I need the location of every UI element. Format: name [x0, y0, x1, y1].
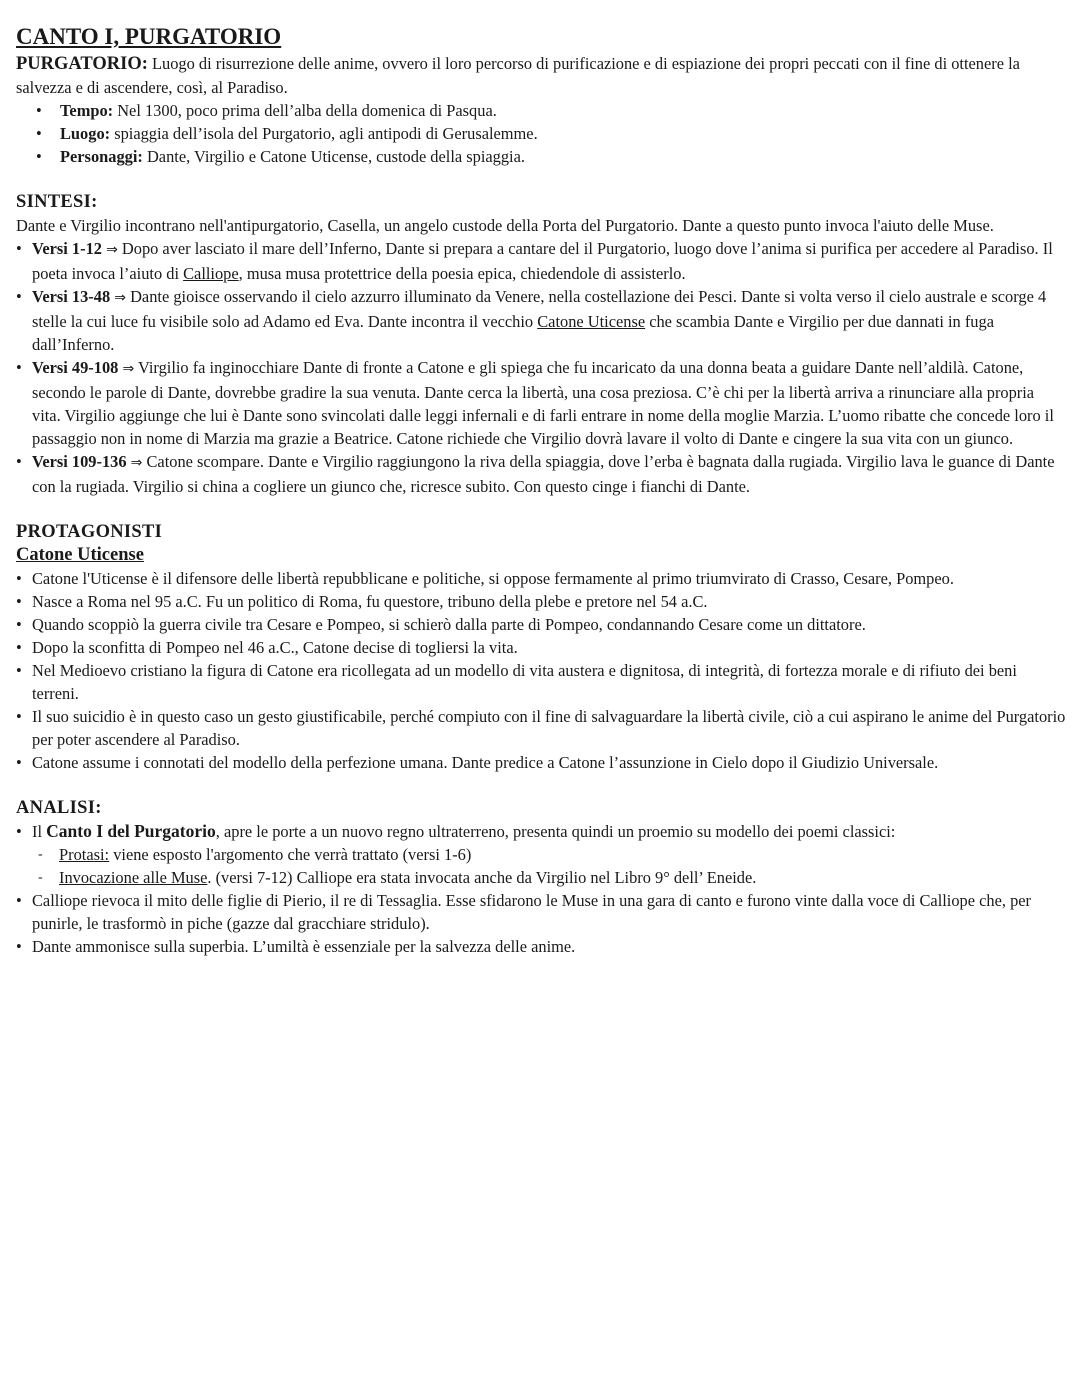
list-item	[16, 237, 1066, 285]
catone-link[interactable]: Catone Uticense	[537, 312, 646, 331]
item-text: Nel 1300, poco prima dell’alba della domenica di Pasqua.	[113, 101, 497, 120]
analisi-heading: ANALISI:	[16, 798, 102, 818]
list-item: • Nasce a Roma nel 95 a.C. Fu un politico di Roma, fu questore, tribuno della plebe e pretore nel 54 a.C.	[16, 590, 1066, 613]
page-title: CANTO I, PURGATORIO	[16, 24, 282, 49]
item-label: Tempo:	[60, 101, 114, 120]
list-item	[16, 122, 1066, 145]
list-item: • Dopo la sconfitta di Pompeo nel 46 a.C., Catone decise di togliersi la vita.	[16, 636, 1066, 659]
verse-label: Versi 1-12	[32, 239, 102, 258]
list-item	[16, 145, 1066, 168]
intro-term: PURGATORIO:	[16, 54, 148, 74]
list-item: • Calliope rievoca il mito delle figlie di Pierio, il re di Tessaglia. Esse sfidarono le Muse in una gara di canto e furono vinte dalla voce di Calliope che, per punirle, le trasformò in piche (gazze dal gracchiare stridulo).	[16, 889, 1066, 935]
intro-list	[16, 99, 1066, 168]
protasi-link[interactable]: Protasi:	[59, 845, 110, 864]
invocazione-link[interactable]: Invocazione alle Muse	[59, 868, 208, 887]
list-item	[16, 820, 1066, 889]
item-text: Dante gioisce osservando il cielo azzurro illuminato da Venere, nella costellazione dei Pesci. Dante si volta verso il cielo australe e scorge 4 stelle la cui luce fu visibile solo ad Adamo ed Eva. Dante incontra il vecchio	[32, 287, 1047, 331]
verse-label: Versi 13-48	[32, 287, 111, 306]
verse-label: Versi 109-136	[32, 452, 127, 471]
arrow-icon: ⇒	[130, 455, 143, 471]
item-text: viene esposto l'argomento che verrà trattato (versi 1-6)	[109, 845, 472, 864]
list-item	[16, 285, 1066, 356]
item-bold: Canto I del Purgatorio	[46, 821, 216, 841]
list-item	[16, 450, 1066, 498]
arrow-icon: ⇒	[122, 361, 135, 377]
list-item: • Catone l'Uticense è il difensore delle libertà repubblicane e politiche, si oppose fermamente al primo triumvirato di Crasso, Cesare, Pompeo.	[16, 567, 1066, 590]
calliope-link[interactable]: Calliope	[183, 264, 239, 283]
item-label: Personaggi:	[60, 147, 143, 166]
intro-text: Luogo di risurrezione delle anime, ovvero il loro percorso di purificazione e di espiazione dei propri peccati con il fine di ottenere la salvezza e di ascendere, così, al Paradiso.	[16, 54, 1020, 97]
item-text: Dopo aver lasciato il mare dell’Inferno, Dante si prepara a cantare del il Purgatorio, luogo dove l’anima si purifica per accedere al Paradiso. Il poeta invoca l’aiuto di	[32, 239, 1053, 283]
catone-subheading: Catone Uticense	[16, 545, 144, 565]
analisi-sublist	[16, 843, 1066, 889]
list-item: • Dante ammonisce sulla superbia. L’umiltà è essenziale per la salvezza delle anime.	[16, 935, 1066, 958]
arrow-icon: ⇒	[114, 290, 126, 306]
sintesi-list	[16, 237, 1066, 498]
document-page	[16, 22, 1066, 958]
item-text: , musa musa protettrice della poesia epica, chiedendole di assisterlo.	[238, 264, 686, 283]
protagonisti-list	[16, 567, 1066, 774]
analisi-list	[16, 820, 1066, 958]
sintesi-text: Dante e Virgilio incontrano nell'antipurgatorio, Casella, un angelo custode della Porta del Purgatorio. Dante a questo punto invoca l'aiuto delle Muse.	[16, 216, 994, 235]
item-text: Catone scompare. Dante e Virgilio raggiungono la riva della spiaggia, dove l’erba è bagnata dalla rugiada. Virgilio lava le guance di Dante con la rugiada. Virgilio si china a cogliere un giunco che, ricresce subito. Con questo cinge i fianchi di Dante.	[32, 452, 1055, 496]
item-text: spiaggia dell’isola del Purgatorio, agli antipodi di Gerusalemme.	[110, 124, 538, 143]
item-text: . (versi 7-12) Calliope era stata invocata anche da Virgilio nel Libro 9° dell’ Eneide.	[207, 868, 757, 887]
arrow-icon: ⇒	[106, 242, 118, 258]
list-item: • Il suo suicidio è in questo caso un gesto giustificabile, perché compiuto con il fine di salvaguardare la libertà civile, ciò a cui aspirano le anime del Purgatorio per poter ascendere al Paradiso.	[16, 705, 1066, 751]
item-label: Luogo:	[60, 124, 111, 143]
sintesi-heading: SINTESI:	[16, 192, 98, 212]
item-text: Il	[32, 822, 47, 841]
sublist-item	[16, 866, 1066, 889]
protagonisti-heading: PROTAGONISTI	[16, 522, 163, 542]
item-text: Dante, Virgilio e Catone Uticense, custode della spiaggia.	[142, 147, 525, 166]
sublist-item	[16, 843, 1066, 866]
verse-label: Versi 49-108	[32, 358, 119, 377]
list-item	[16, 356, 1066, 450]
list-item: • Nel Medioevo cristiano la figura di Catone era ricollegata ad un modello di vita austera e dignitosa, di integrità, di fortezza morale e di rifiuto dei beni terreni.	[16, 659, 1066, 705]
list-item: • Catone assume i connotati del modello della perfezione umana. Dante predice a Catone l’assunzione in Cielo dopo il Giudizio Universale.	[16, 751, 1066, 774]
intro-paragraph	[16, 52, 1066, 99]
item-text: Virgilio fa inginocchiare Dante di fronte a Catone e gli spiega che fu incaricato da una donna beata a guidare Dante nell’aldilà. Catone, secondo le parole di Dante, dovrebbe gradire la sua venuta. Dante cerca la libertà, una cosa preziosa. C’è chi per la libertà arriva a rinunciare alla propria vita. Virgilio aggiunge che lui è Dante sono svincolati dalle leggi infernali e di farli entrare in nome della moglie Marzia. L’uomo ribatte che concede loro il passaggio non in nome di Marzia ma grazie a Beatrice. Catone richiede che Virgilio dovrà lavare il volto di Dante e cingere la sua vita con un giunco.	[32, 358, 1054, 448]
list-item: • Quando scoppiò la guerra civile tra Cesare e Pompeo, si schierò dalla parte di Pompeo, condannando Cesare come un dittatore.	[16, 613, 1066, 636]
item-text: , apre le porte a un nuovo regno ultraterreno, presenta quindi un proemio su modello dei poemi classici:	[215, 822, 896, 841]
item-text: che scambia Dante e Virgilio per due dannati in fuga dall’Inferno.	[32, 312, 994, 354]
list-item	[16, 99, 1066, 122]
